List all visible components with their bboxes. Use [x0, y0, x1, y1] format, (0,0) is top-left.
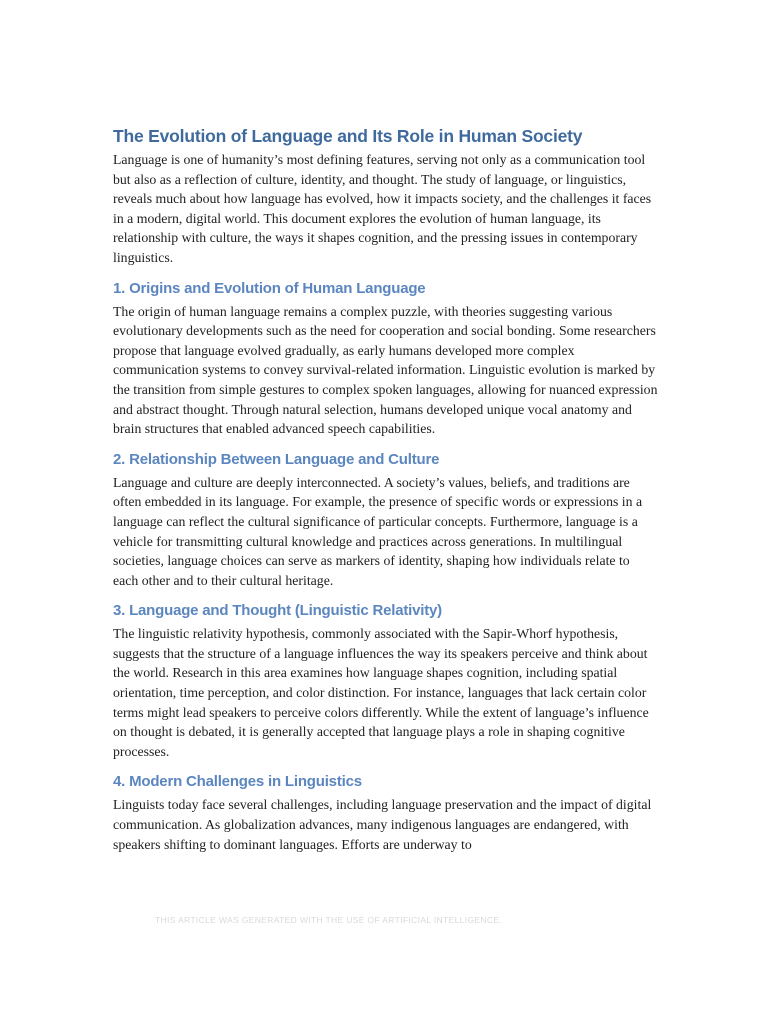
section-heading-modern-challenges: 4. Modern Challenges in Linguistics	[113, 773, 362, 791]
section-linguistic-relativity	[113, 601, 658, 761]
document-content	[113, 125, 658, 854]
document-title: The Evolution of Language and Its Role in Human Society	[113, 126, 583, 146]
section-paragraph-modern-challenges: Linguists today face several challenges, including language preservation and the impact of digital communication. As globalization advances, many indigenous languages are endangered, with speakers shifting to dominant languages. Efforts are underway to	[113, 797, 652, 852]
section-modern-challenges	[113, 772, 658, 854]
section-origins	[113, 279, 658, 439]
section-language-culture	[113, 450, 658, 591]
section-heading-language-culture: 2. Relationship Between Language and Culture	[113, 450, 440, 468]
section-paragraph-language-culture: Language and culture are deeply interconnected. A society’s values, beliefs, and traditions are often embedded in its language. For example, the presence of specific words or expressions in a language can reflect the cultural significance of particular concepts. Furthermore, language is a vehicle for transmitting cultural knowledge and practices across generations. In multilingual societies, language choices can serve as markers of identity, shaping how individuals relate to each other and to their cultural heritage.	[113, 474, 643, 588]
section-heading-origins: 1. Origins and Evolution of Human Language	[113, 279, 426, 297]
intro-paragraph: Language is one of humanity’s most defining features, serving not only as a communication tool but also as a reflection of culture, identity, and thought. The study of language, or linguistics, reveals much about how language has evolved, how it impacts society, and the challenges it faces in a modern, digital world. This document explores the evolution of human language, its relationship with culture, the ways it shapes cognition, and the pressing issues in contemporary linguistics.	[113, 152, 652, 265]
section-heading-linguistic-relativity: 3. Language and Thought (Linguistic Relativity)	[113, 602, 442, 620]
section-paragraph-linguistic-relativity: The linguistic relativity hypothesis, commonly associated with the Sapir-Whorf hypothesis, suggests that the structure of a language influences the way its speakers perceive and think about the world. Research in this area examines how language shapes cognition, including spatial orientation, time perception, and color distinction. For instance, languages that lack certain color terms might lead speakers to perceive colors differently. While the extent of language’s influence on thought is debated, it is generally accepted that language plays a role in shaping cognitive processes.	[113, 626, 649, 759]
section-paragraph-origins: The origin of human language remains a complex puzzle, with theories suggesting various evolutionary developments such as the need for cooperation and social bonding. Some researchers propose that language evolved gradually, as early humans developed more complex communication systems to convey survival-related information. Linguistic evolution is marked by the transition from simple gestures to complex spoken languages, allowing for nuanced expression and abstract thought. Through natural selection, humans developed unique vocal anatomy and brain structures that enabled advanced speech capabilities.	[113, 303, 658, 437]
ai-disclaimer-watermark: THIS ARTICLE WAS GENERATED WITH THE USE OF ARTIFICIAL INTELLIGENCE.	[155, 915, 503, 925]
